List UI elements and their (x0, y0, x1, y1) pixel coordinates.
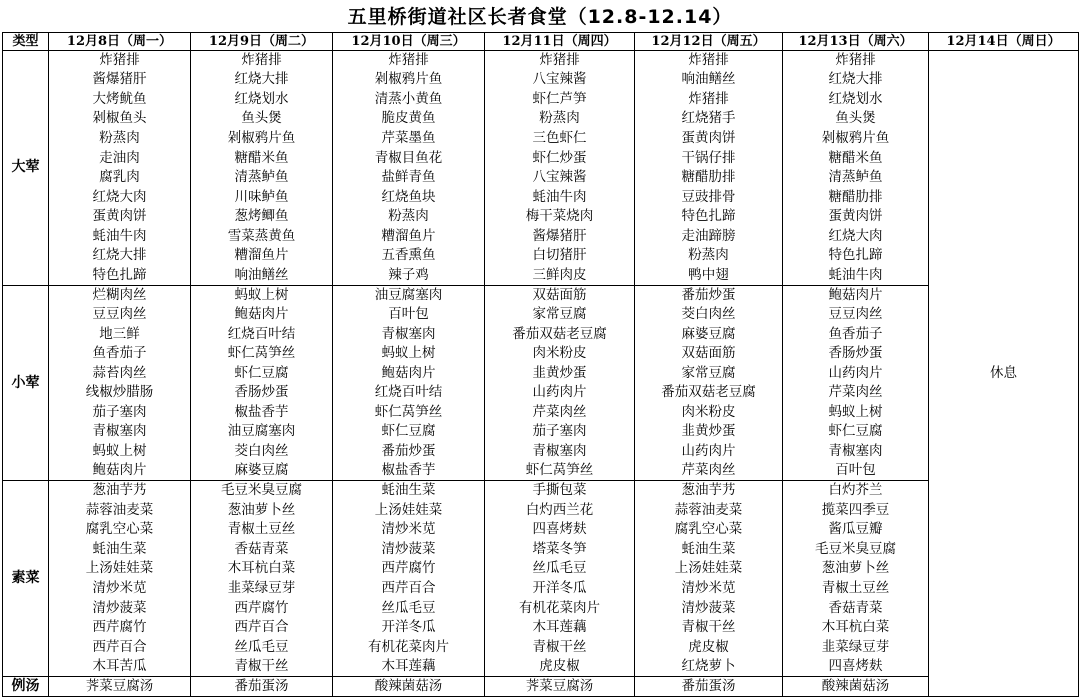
category-label: 素菜 (3, 481, 49, 677)
table-row (3, 559, 1079, 579)
table-row (3, 51, 1079, 71)
category-label: 例汤 (3, 677, 49, 697)
dish-cell: 虾仁炒蛋 (485, 148, 635, 168)
header-day: 12月13日（周六） (783, 33, 929, 51)
dish-cell: 有机花菜肉片 (333, 637, 485, 657)
dish-cell: 剁椒鱼头 (49, 109, 191, 129)
dish-cell: 百叶包 (333, 305, 485, 325)
dish-cell: 葱油芋艿 (635, 481, 783, 501)
dish-cell: 腐乳空心菜 (635, 520, 783, 540)
header-day: 12月12日（周五） (635, 33, 783, 51)
category-label: 大荤 (3, 51, 49, 286)
table-row (3, 285, 1079, 305)
table-row (3, 246, 1079, 266)
dish-cell: 虾仁豆腐 (783, 422, 929, 442)
table-row (3, 540, 1079, 560)
dish-cell: 虾仁豆腐 (333, 422, 485, 442)
dish-cell: 上汤娃娃菜 (49, 559, 191, 579)
dish-cell: 蚂蚁上树 (783, 403, 929, 423)
dish-cell: 鱼香茄子 (49, 344, 191, 364)
dish-cell: 木耳杭白菜 (191, 559, 333, 579)
dish-cell: 红烧大排 (783, 70, 929, 90)
dish-cell: 荠菜豆腐汤 (49, 677, 191, 697)
dish-cell: 白灼西兰花 (485, 500, 635, 520)
dish-cell: 番茄双菇老豆腐 (635, 383, 783, 403)
dish-cell: 大烤鱿鱼 (49, 90, 191, 110)
dish-cell: 青椒干丝 (635, 618, 783, 638)
dish-cell: 腐乳肉 (49, 168, 191, 188)
dish-cell: 香菇青菜 (191, 540, 333, 560)
dish-cell: 蚝油牛肉 (49, 227, 191, 247)
dish-cell: 芹菜肉丝 (783, 383, 929, 403)
dish-cell: 红烧大排 (49, 246, 191, 266)
dish-cell: 红烧划水 (783, 90, 929, 110)
dish-cell: 木耳苦瓜 (49, 657, 191, 677)
dish-cell: 虾仁莴笋丝 (191, 344, 333, 364)
dish-cell: 炸猪排 (635, 51, 783, 71)
table-row (3, 148, 1079, 168)
dish-cell: 清炒菠菜 (49, 598, 191, 618)
dish-cell: 脆皮黄鱼 (333, 109, 485, 129)
dish-cell: 粉蒸肉 (49, 129, 191, 149)
dish-cell: 丝瓜毛豆 (191, 637, 333, 657)
dish-cell: 地三鲜 (49, 324, 191, 344)
dish-cell: 西芹腐竹 (191, 598, 333, 618)
dish-cell: 鱼香茄子 (783, 324, 929, 344)
dish-cell: 虎皮椒 (635, 637, 783, 657)
table-row (3, 70, 1079, 90)
dish-cell: 韭黄炒蛋 (485, 364, 635, 384)
dish-cell: 走油蹄膀 (635, 227, 783, 247)
dish-cell: 虾仁芦笋 (485, 90, 635, 110)
dish-cell: 青椒塞肉 (333, 324, 485, 344)
dish-cell: 炸猪排 (333, 51, 485, 71)
dish-cell: 椒盐香芋 (333, 461, 485, 481)
dish-cell: 红烧鱼块 (333, 187, 485, 207)
dish-cell: 鱼头煲 (191, 109, 333, 129)
header-day: 12月9日（周二） (191, 33, 333, 51)
dish-cell: 剁椒鸦片鱼 (333, 70, 485, 90)
dish-cell: 豆豆肉丝 (49, 305, 191, 325)
dish-cell: 红烧划水 (191, 90, 333, 110)
table-row (3, 481, 1079, 501)
table-row (3, 422, 1079, 442)
dish-cell: 糖醋米鱼 (191, 148, 333, 168)
dish-cell: 糟溜鱼片 (191, 246, 333, 266)
dish-cell: 香菇青菜 (783, 598, 929, 618)
dish-cell: 韭菜绿豆芽 (783, 637, 929, 657)
dish-cell: 豆豆肉丝 (783, 305, 929, 325)
dish-cell: 蚝油生菜 (333, 481, 485, 501)
dish-cell: 虾仁莴笋丝 (333, 403, 485, 423)
dish-cell: 木耳莲藕 (485, 618, 635, 638)
table-row (3, 227, 1079, 247)
dish-cell: 蚝油生菜 (49, 540, 191, 560)
dish-cell: 红烧大肉 (783, 227, 929, 247)
dish-cell: 香肠炒蛋 (191, 383, 333, 403)
dish-cell: 芹菜肉丝 (485, 403, 635, 423)
dish-cell: 鲍菇肉片 (191, 305, 333, 325)
dish-cell: 上汤娃娃菜 (635, 559, 783, 579)
table-row (3, 364, 1079, 384)
dish-cell: 粉蒸肉 (333, 207, 485, 227)
dish-cell: 芹菜肉丝 (635, 461, 783, 481)
dish-cell: 葱油芋艿 (49, 481, 191, 501)
dish-cell: 韭黄炒蛋 (635, 422, 783, 442)
dish-cell: 清蒸鲈鱼 (191, 168, 333, 188)
dish-cell: 木耳杭白菜 (783, 618, 929, 638)
dish-cell: 麻婆豆腐 (635, 324, 783, 344)
dish-cell: 辣子鸡 (333, 266, 485, 286)
table-row (3, 207, 1079, 227)
dish-cell: 上汤娃娃菜 (333, 500, 485, 520)
dish-cell: 炸猪排 (485, 51, 635, 71)
table-row (3, 442, 1079, 462)
dish-cell: 鲍菇肉片 (49, 461, 191, 481)
dish-cell: 手撕包菜 (485, 481, 635, 501)
dish-cell: 红烧大肉 (49, 187, 191, 207)
dish-cell: 番茄双菇老豆腐 (485, 324, 635, 344)
dish-cell: 四喜烤麸 (485, 520, 635, 540)
dish-cell: 豆豉排骨 (635, 187, 783, 207)
dish-cell: 清炒米苋 (635, 579, 783, 599)
table-row (3, 677, 1079, 697)
dish-cell: 红烧大排 (191, 70, 333, 90)
dish-cell: 糖醋肋排 (783, 187, 929, 207)
dish-cell: 酱爆猪肝 (485, 227, 635, 247)
dish-cell: 虎皮椒 (485, 657, 635, 677)
dish-cell: 清炒米苋 (333, 520, 485, 540)
dish-cell: 特色扎蹄 (49, 266, 191, 286)
dish-cell: 丝瓜毛豆 (485, 559, 635, 579)
dish-cell: 红烧百叶结 (191, 324, 333, 344)
table-row (3, 90, 1079, 110)
page-title: 五里桥街道社区长者食堂（12.8-12.14） (347, 6, 733, 28)
dish-cell: 双菇面筋 (635, 344, 783, 364)
table-row (3, 579, 1079, 599)
dish-cell: 油豆腐塞肉 (333, 285, 485, 305)
dish-cell: 蒜蓉油麦菜 (49, 500, 191, 520)
dish-cell: 酸辣菌菇汤 (333, 677, 485, 697)
dish-cell: 梅干菜烧肉 (485, 207, 635, 227)
dish-cell: 蛋黄肉饼 (49, 207, 191, 227)
dish-cell: 糖醋米鱼 (783, 148, 929, 168)
dish-cell: 走油肉 (49, 148, 191, 168)
dish-cell: 糟溜鱼片 (333, 227, 485, 247)
dish-cell: 三色虾仁 (485, 129, 635, 149)
dish-cell: 酱爆猪肝 (49, 70, 191, 90)
dish-cell: 番茄炒蛋 (333, 442, 485, 462)
dish-cell: 芹菜墨鱼 (333, 129, 485, 149)
menu-table (2, 32, 1079, 697)
dish-cell: 西芹百合 (191, 618, 333, 638)
dish-cell: 毛豆米臭豆腐 (783, 540, 929, 560)
dish-cell: 特色扎蹄 (635, 207, 783, 227)
dish-cell: 虾仁莴笋丝 (485, 461, 635, 481)
dish-cell: 西芹百合 (49, 637, 191, 657)
dish-cell: 蛋黄肉饼 (635, 129, 783, 149)
dish-cell: 西芹腐竹 (49, 618, 191, 638)
table-row (3, 168, 1079, 188)
dish-cell: 家常豆腐 (635, 364, 783, 384)
dish-cell: 红烧萝卜 (635, 657, 783, 677)
dish-cell: 韭菜绿豆芽 (191, 579, 333, 599)
dish-cell: 白切猪肝 (485, 246, 635, 266)
dish-cell: 椒盐香芋 (191, 403, 333, 423)
table-row (3, 324, 1079, 344)
dish-cell: 线椒炒腊肠 (49, 383, 191, 403)
dish-cell: 蒜苔肉丝 (49, 364, 191, 384)
dish-cell: 鱼头煲 (783, 109, 929, 129)
dish-cell: 青椒目鱼花 (333, 148, 485, 168)
dish-cell: 八宝辣酱 (485, 168, 635, 188)
dish-cell: 双菇面筋 (485, 285, 635, 305)
header-day: 12月11日（周四） (485, 33, 635, 51)
dish-cell: 山药肉片 (635, 442, 783, 462)
dish-cell: 番茄炒蛋 (635, 285, 783, 305)
dish-cell: 青椒干丝 (191, 657, 333, 677)
dish-cell: 番茄蛋汤 (191, 677, 333, 697)
dish-cell: 红烧猪手 (635, 109, 783, 129)
table-row (3, 500, 1079, 520)
dish-cell: 青椒土豆丝 (783, 579, 929, 599)
dish-cell: 炸猪排 (49, 51, 191, 71)
table-row (3, 305, 1079, 325)
dish-cell: 三鲜肉皮 (485, 266, 635, 286)
dish-cell: 响油鳝丝 (191, 266, 333, 286)
table-row (3, 129, 1079, 149)
table-row (3, 461, 1079, 481)
dish-cell: 丝瓜毛豆 (333, 598, 485, 618)
dish-cell: 青椒塞肉 (485, 442, 635, 462)
table-row (3, 266, 1079, 286)
dish-cell: 鲍菇肉片 (333, 364, 485, 384)
dish-cell: 肉米粉皮 (635, 403, 783, 423)
dish-cell: 茄子塞肉 (49, 403, 191, 423)
dish-cell: 腐乳空心菜 (49, 520, 191, 540)
table-row (3, 598, 1079, 618)
dish-cell: 油豆腐塞肉 (191, 422, 333, 442)
dish-cell: 茭白肉丝 (635, 305, 783, 325)
dish-cell: 粉蒸肉 (635, 246, 783, 266)
dish-cell: 青椒塞肉 (49, 422, 191, 442)
dish-cell: 四喜烤麸 (783, 657, 929, 677)
dish-cell: 塔菜冬笋 (485, 540, 635, 560)
dish-cell: 蚝油生菜 (635, 540, 783, 560)
category-label: 小荤 (3, 285, 49, 481)
dish-cell: 干锅仔排 (635, 148, 783, 168)
dish-cell: 蚝油牛肉 (783, 266, 929, 286)
dish-cell: 剁椒鸦片鱼 (191, 129, 333, 149)
table-row (3, 109, 1079, 129)
dish-cell: 川味鲈鱼 (191, 187, 333, 207)
dish-cell: 雪菜蒸黄鱼 (191, 227, 333, 247)
dish-cell: 茄子塞肉 (485, 422, 635, 442)
dish-cell: 红烧百叶结 (333, 383, 485, 403)
dish-cell: 糖醋肋排 (635, 168, 783, 188)
dish-cell: 有机花菜肉片 (485, 598, 635, 618)
dish-cell: 粉蒸肉 (485, 109, 635, 129)
dish-cell: 荠菜豆腐汤 (485, 677, 635, 697)
dish-cell: 特色扎蹄 (783, 246, 929, 266)
table-row (3, 657, 1079, 677)
dish-cell: 盐鲜青鱼 (333, 168, 485, 188)
header-day: 12月10日（周三） (333, 33, 485, 51)
dish-cell: 清炒菠菜 (333, 540, 485, 560)
dish-cell: 蒜蓉油麦菜 (635, 500, 783, 520)
dish-cell: 蛋黄肉饼 (783, 207, 929, 227)
dish-cell: 木耳莲藕 (333, 657, 485, 677)
dish-cell: 山药肉片 (485, 383, 635, 403)
dish-cell: 八宝辣酱 (485, 70, 635, 90)
dish-cell: 葱油萝卜丝 (191, 500, 333, 520)
menu-body (3, 51, 1079, 697)
table-row (3, 344, 1079, 364)
dish-cell: 西芹百合 (333, 579, 485, 599)
dish-cell: 清炒米苋 (49, 579, 191, 599)
header-type: 类型 (3, 33, 49, 51)
dish-cell: 清蒸鲈鱼 (783, 168, 929, 188)
dish-cell: 青椒干丝 (485, 637, 635, 657)
header-row (3, 33, 1079, 51)
dish-cell: 炸猪排 (635, 90, 783, 110)
dish-cell: 清蒸小黄鱼 (333, 90, 485, 110)
dish-cell: 西芹腐竹 (333, 559, 485, 579)
dish-cell: 虾仁豆腐 (191, 364, 333, 384)
dish-cell: 肉米粉皮 (485, 344, 635, 364)
dish-cell: 蚂蚁上树 (333, 344, 485, 364)
table-row (3, 637, 1079, 657)
table-row (3, 403, 1079, 423)
dish-cell: 麻婆豆腐 (191, 461, 333, 481)
dish-cell: 茭白肉丝 (191, 442, 333, 462)
dish-cell: 炸猪排 (191, 51, 333, 71)
dish-cell: 酸辣菌菇汤 (783, 677, 929, 697)
dish-cell: 百叶包 (783, 461, 929, 481)
dish-cell: 毛豆米臭豆腐 (191, 481, 333, 501)
dish-cell: 揽菜四季豆 (783, 500, 929, 520)
dish-cell: 响油鳝丝 (635, 70, 783, 90)
header-day: 12月8日（周一） (49, 33, 191, 51)
table-row (3, 187, 1079, 207)
dish-cell: 开洋冬瓜 (485, 579, 635, 599)
dish-cell: 开洋冬瓜 (333, 618, 485, 638)
dish-cell: 蚂蚁上树 (49, 442, 191, 462)
rest-day-cell: 休息 (929, 51, 1079, 697)
dish-cell: 酱瓜豆瓣 (783, 520, 929, 540)
dish-cell: 青椒塞肉 (783, 442, 929, 462)
dish-cell: 烂糊肉丝 (49, 285, 191, 305)
dish-cell: 香肠炒蛋 (783, 344, 929, 364)
dish-cell: 剁椒鸦片鱼 (783, 129, 929, 149)
dish-cell: 家常豆腐 (485, 305, 635, 325)
dish-cell: 番茄蛋汤 (635, 677, 783, 697)
dish-cell: 炸猪排 (783, 51, 929, 71)
dish-cell: 鸭中翅 (635, 266, 783, 286)
dish-cell: 青椒土豆丝 (191, 520, 333, 540)
table-row (3, 618, 1079, 638)
dish-cell: 白灼芥兰 (783, 481, 929, 501)
dish-cell: 蚂蚁上树 (191, 285, 333, 305)
header-day: 12月14日（周日） (929, 33, 1079, 51)
dish-cell: 葱烤鲫鱼 (191, 207, 333, 227)
dish-cell: 五香熏鱼 (333, 246, 485, 266)
table-row (3, 383, 1079, 403)
dish-cell: 鲍菇肉片 (783, 285, 929, 305)
dish-cell: 葱油萝卜丝 (783, 559, 929, 579)
dish-cell: 蚝油牛肉 (485, 187, 635, 207)
table-row (3, 520, 1079, 540)
dish-cell: 清炒菠菜 (635, 598, 783, 618)
dish-cell: 山药肉片 (783, 364, 929, 384)
